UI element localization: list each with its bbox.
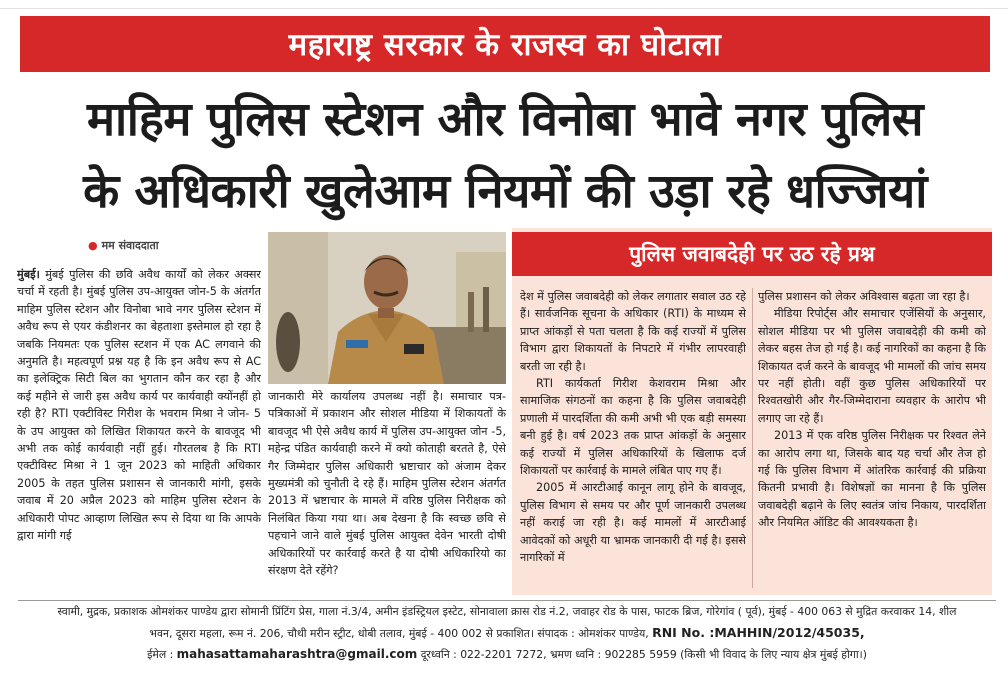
byline-text: मम संवाददाता (101, 239, 159, 252)
kicker-banner (20, 16, 990, 72)
headline (20, 84, 990, 228)
officer-photo-illustration (268, 232, 506, 384)
byline (88, 238, 159, 253)
bullet-icon: ● (88, 239, 98, 252)
email-address[interactable]: mahasattamaharashtra@gmail.com (176, 647, 418, 661)
imprint-footer (18, 600, 996, 673)
dateline: मुंबई। (17, 268, 40, 281)
phone-info: दूरध्वनि : 022-2201 7272, भ्रमण ध्वनि : 902285 5959 (किसी भी विवाद के लिए न्याय क्षेत्र मुंबई होगा।) (420, 648, 867, 661)
sidebar-paragraph: RTI कार्यकर्ता गिरीश केशवराम मिश्रा और सामाजिक संगठनों का कहना है कि पुलिस जवाबदेही प्रणाली में पारदर्शिता की कमी अभी भी एक बड़ी समस्या बनी हुई है। वर्ष 2023 तक प्राप्त आंकड़ों के अनुसार कई राज्यों में पुलिस अधिकारियों के खिलाफ दर्ज शिकायतों पर कार्रवाई के मामले लंबित पाए गए हैं। (520, 377, 746, 478)
officer-photo (268, 232, 506, 384)
sidebar-paragraph: देश में पुलिस जवाबदेही को लेकर लगातार सवाल उठ रहे हैं। सार्वजनिक सूचना के अधिकार (RTI) के माध्यम से प्राप्त आंकड़ों से पता चलता है कि कई राज्यों में पुलिस विभाग द्वारा शिकायतों के निपटारे में गंभीर लापरवाही बरती जा रही है। (520, 290, 746, 373)
headline-line-2: के अधिकारी खुलेआम नियमों की उड़ा रहे धज्जियां (83, 164, 927, 219)
imprint-line-1: स्वामी, मुद्रक, प्रकाशक ओमशंकर पाण्डेय द्वारा सोमानी प्रिंटिंग प्रेस, गाला नं.3/4, अमीन इंडस्ट्रियल इस्टेट, सोनावाला क्रास रोड नं.2, जवाहर रोड के पास, फाटक ब्रिज, गोरेगांव ( पूर्व), मुंबई - 400 063 से मुद्रित करवाकर 14, शील (57, 605, 957, 618)
sidebar-paragraph: पुलिस प्रशासन को लेकर अविश्वास बढ़ता जा रहा है। (758, 290, 970, 303)
imprint-line-3 (18, 644, 996, 665)
sidebar-title: पुलिस जवाबदेही पर उठ रहे प्रश्न (629, 242, 875, 266)
sidebar-paragraph: मीडिया रिपोर्ट्स और समाचार एजेंसियों के अनुसार, सोशल मीडिया पर भी पुलिस जवाबदेही की कमी को लेकर बहस तेज हो गई है। कई नागरिकों का कहना है कि शिकायत दर्ज करने के बावजूद भी मामलों की जांच समय पर नहीं होती। वहीं कुछ पुलिस अधिकारियों पर रिश्वतखोरी और गैर-जिम्मेदाराना व्यवहार के आरोप भी लगाए जा रहे हैं। (758, 307, 986, 425)
top-strip (0, 0, 1008, 9)
imprint-line-2 (18, 622, 996, 644)
sidebar-paragraph: 2005 में आरटीआई कानून लागू होने के बावजूद, पुलिस विभाग से समय पर और पूर्ण जानकारी उपलब्ध नहीं कराई जा रही है। कई मामलों में आरटीआई आवेदकों को अधूरी या भ्रामक जानकारी दी गई है। इससे नागरिकों में (520, 481, 746, 565)
headline-line-1: माहिम पुलिस स्टेशन और विनोबा भावे नगर पुलिस (86, 92, 924, 147)
kicker-text: महाराष्ट्र सरकार के राजस्व का घोटाला (288, 27, 722, 63)
column-1-text: मुंबई पुलिस की छवि अवैध कार्यों को लेकर अक्सर चर्चा में रहती है। मुंबई पुलिस उप-आयुक्त जोन-5 के अंतर्गत माहिम पुलिस स्टेशन और विनोबा भावे नगर पुलिस स्टेशन में अवैध रूप से एयर कंडीशनर का बेहताशा इस्तेमाल हो रहा है जबकि नियमतः एक पुलिस स्टशन में एक AC लगवाने की अनुमति है। महत्वपूर्ण प्रश्न यह है कि इन अवैध रूप से AC का इलेक्ट्रिक सिटी बिल का भुगतान कौन कर रहा है और कई महीने से जारी इस अवैध कार्य पर कार्यवाही क्योंनहीं हो रही है? RTI एक्टीविस्ट गिरीश के भवराम मिश्रा ने जोन- 5 के उप आयुक्त को लिखित शिकायत करने के बावजूद भी अभी तक कोई कार्यवाही नहीं हुई। गौरतलब है कि RTI एक्टीविस्ट मिश्रा ने 1 जून 2023 को माहिती अधिकार 2005 के तहत पुलिस प्रशासन से जानकारी मांगी, इसके जवाब में 20 अप्रैल 2023 को माहिम पुलिस स्टेशन के अधिकारी पोपट आव्हाण लिखित रूप से दिया था कि आपके द्वारा मांगी गई (17, 268, 261, 543)
column-2-text: जानकारी मेरे कार्यालय उपलब्ध नहीं है। समाचार पत्र-पत्रिकाओं में प्रकाशन और सोशल मीडिया में शिकायतों के बावजूद भी ऐसे अवैध कार्य में पुलिस उप-आयुक्त जोन -5, महेन्द्र पंडित कार्यवाही करने में क्यो कोताही बरतते है, ऐसे गैर जिम्मेदार पुलिस अधिकारी भ्रष्टाचार को अंजाम देकर मुख्यमंत्री को चुनौती दे रहे हैं। माहिम पुलिस स्टेशन अंतर्गत 2013 में भ्रष्टाचार के मामले में वरिष्ठ पुलिस निरीक्षक को निलंबित किया गया था। अब देखना है कि स्वच्छ छवि से पहचाने जाने वाले मुंबई पुलिस आयुक्त देवेन भारती दोषी अधिकारियों पर कार्रवाई करते है या दोषी अधिकारियो का संरक्षण देते रहेंगे? (268, 390, 506, 578)
article-column-1 (17, 266, 261, 591)
imprint-address: भवन, दूसरा महला, रूम नं. 206, चौथी मरीन स्ट्रीट, धोबी तलाव, मुंबई - 400 002 से प्रकाशित। संपादक : ओमशंकर पाण्डेय, (149, 627, 649, 640)
sidebar-column-1 (520, 288, 746, 591)
rni-number: RNI No. :MAHHIN/2012/45035, (652, 625, 865, 640)
sidebar-column-2 (758, 288, 986, 591)
column-divider (752, 288, 753, 588)
sidebar-paragraph: 2013 में एक वरिष्ठ पुलिस निरीक्षक पर रिश्वत लेने का आरोप लगा था, जिसके बाद यह चर्चा और तेज हो गई कि पुलिस विभाग में आंतरिक कार्रवाई की प्रक्रिया कितनी प्रभावी है। विशेषज्ञों का मानना है कि पुलिस जवाबदेही बढ़ाने के लिए स्वतंत्र जांच निकाय, पारदर्शिता और नियमित ऑडिट की आवश्यकता है। (758, 429, 986, 530)
sidebar-title-banner (512, 232, 992, 276)
article-column-2 (268, 388, 506, 591)
email-label: ईमेल : (147, 648, 174, 661)
